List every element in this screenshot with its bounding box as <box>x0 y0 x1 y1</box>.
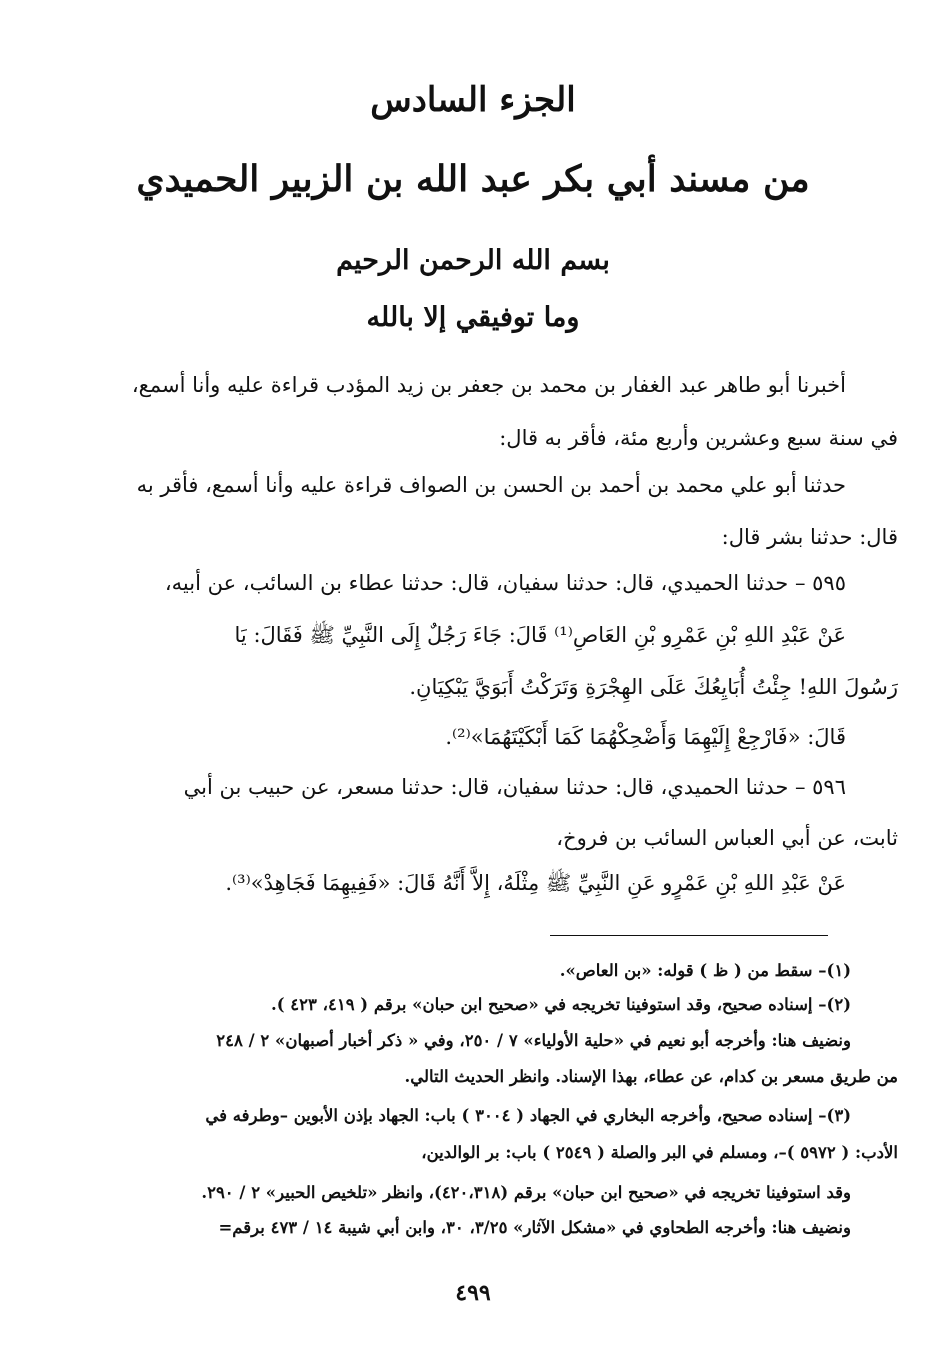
footnote-2-line-2: ونضيف هنا: وأخرجه أبو نعيم في «حلية الأولياء» ٧ / ٢٥٠، وفي « ذكر أخبار أصبهان» ٢ / ٢٤٨ <box>216 1031 851 1050</box>
tawfiq-heading: وما توفيقي إلا بالله <box>366 302 580 333</box>
hadith-595-line-4: قَالَ: «فَارْجِعْ إِلَيْهِمَا وَأَضْحِكْهُمَا كَمَا أَبْكَيْتَهُمَا»⁽²⁾. <box>445 725 846 749</box>
footnote-3-line-1: (٣)– إسناده صحيح، وأخرجه البخاري في الجهاد ( ٣٠٠٤ ) باب: الجهاد بإذن الأبوين –وطرفه في <box>205 1106 851 1125</box>
hadith-595-line-3: رَسُولَ اللهِ! جِئْتُ أُبَايِعُكَ عَلَى الهِجْرَةِ وَتَرَكْتُ أَبَوَيَّ يَبْكِيَانِ. <box>409 675 898 699</box>
part-heading: الجزء السادس <box>370 80 576 120</box>
basmala-heading: بسم الله الرحمن الرحيم <box>336 245 610 276</box>
hadith-596-line-2: ثابت، عن أبي العباس السائب بن فروخ، <box>556 826 898 850</box>
isnad-2-line-1: حدثنا أبو علي محمد بن أحمد بن الحسن بن الصواف قراءة عليه وأنا أسمع، فأقر به <box>136 473 846 497</box>
hadith-595-line-1: ٥٩٥ – حدثنا الحميدي، قال: حدثنا سفيان، قال: حدثنا عطاء بن السائب، عن أبيه، <box>164 571 846 595</box>
page-number: ٤٩٩ <box>455 1280 491 1306</box>
isnad-1-line-1: أخبرنا أبو طاهر عبد الغفار بن محمد بن جعفر بن زيد المؤدب قراءة عليه وأنا أسمع، <box>131 373 846 397</box>
hadith-595-line-2: عَنْ عَبْدِ اللهِ بْنِ عَمْرِو بْنِ العَاصِ⁽¹⁾ قَالَ: جَاءَ رَجُلٌ إِلَى النَّبِيِّ ﷺ فَقَالَ: يَا <box>234 623 846 647</box>
footnote-2-line-3: من طريق مسعر بن كدام، عن عطاء، بهذا الإسناد. وانظر الحديث التالي. <box>404 1067 898 1086</box>
hadith-596-line-1: ٥٩٦ – حدثنا الحميدي، قال: حدثنا سفيان، قال: حدثنا مسعر، عن حبيب بن أبي <box>183 775 846 799</box>
footnote-3-line-4: ونضيف هنا: وأخرجه الطحاوي في «مشكل الآثار» ٣/٢٥، ٣٠، وابن أبي شيبة ١٤ / ٤٧٣ برقم= <box>218 1218 851 1237</box>
footnote-2-line-1: (٢)– إسناده صحيح، وقد استوفينا تخريجه في «صحيح ابن حبان» برقم ( ٤١٩، ٤٢٣ ). <box>271 995 851 1014</box>
footnote-3-line-2: الأدب: ( ٥٩٧٢ )–، ومسلم في البر والصلة ( ٢٥٤٩ ) باب: بر الوالدين، <box>421 1143 898 1162</box>
hadith-596-line-3: عَنْ عَبْدِ اللهِ بْنِ عَمْرٍو عَنِ النَّبِيِّ ﷺ مِثْلَهُ، إِلاَّ أَنَّهُ قَالَ: «فَفِيهِمَا فَجَاهِدْ»⁽³⁾. <box>225 871 846 895</box>
footnote-separator <box>550 935 828 936</box>
book-title: من مسند أبي بكر عبد الله بن الزبير الحميدي <box>136 158 810 200</box>
footnote-1: (١)– سقط من ( ظ ) قوله: «بن العاص». <box>559 961 851 980</box>
isnad-1-line-2: في سنة سبع وعشرين وأربع مئة، فأقر به قال: <box>499 426 898 450</box>
footnote-3-line-3: وقد استوفينا تخريجه في «صحيح ابن حبان» برقم (٤٢٠،٣١٨)، وانظر «تلخيص الحبير» ٢ / ٢٩٠. <box>201 1183 851 1202</box>
isnad-2-line-2: قال: حدثنا بشر قال: <box>721 525 898 549</box>
